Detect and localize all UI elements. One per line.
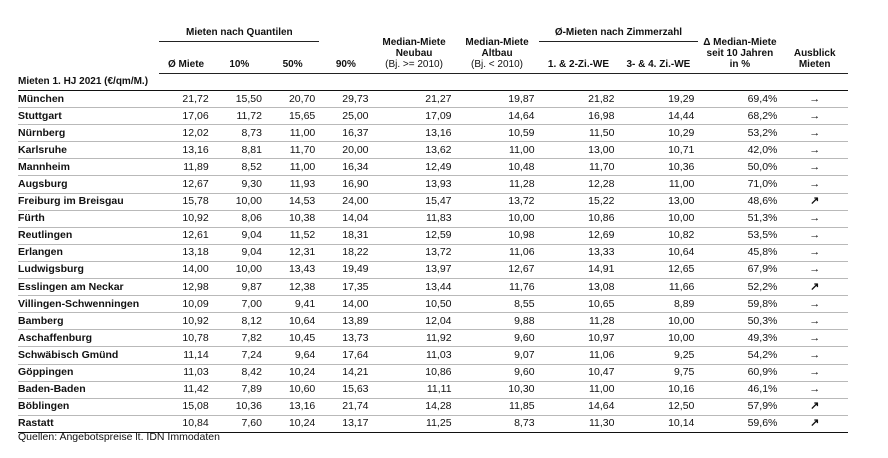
rooms-12-cell: 13,33 xyxy=(539,244,619,261)
avg-rent-cell: 12,61 xyxy=(159,227,212,244)
q10-cell: 8,81 xyxy=(213,142,266,159)
header-outlook: Ausblick Mieten xyxy=(781,18,848,74)
city-cell: Bamberg xyxy=(18,313,159,330)
avg-rent-cell: 21,72 xyxy=(159,91,212,108)
outlook-arrow-icon: → xyxy=(781,244,848,261)
median-altbau-cell: 8,73 xyxy=(456,415,539,432)
rooms-12-cell: 12,69 xyxy=(539,227,619,244)
median-altbau-cell: 11,28 xyxy=(456,176,539,193)
rooms-34-cell: 9,25 xyxy=(618,347,698,364)
rooms-34-cell: 19,29 xyxy=(618,91,698,108)
rent-table xyxy=(18,18,848,433)
avg-rent-cell: 12,98 xyxy=(159,279,212,296)
rooms-12-cell: 13,00 xyxy=(539,142,619,159)
rooms-12-cell: 10,86 xyxy=(539,210,619,227)
q10-cell: 8,52 xyxy=(213,159,266,176)
header-median-neubau-sub: (Bj. >= 2010) xyxy=(385,59,443,70)
outlook-arrow-icon: → xyxy=(781,125,848,142)
header-avg-rent: Ø Miete xyxy=(159,42,212,74)
city-cell: Augsburg xyxy=(18,176,159,193)
delta-cell: 53,2% xyxy=(698,125,781,142)
avg-rent-cell: 12,02 xyxy=(159,125,212,142)
q50-cell: 9,64 xyxy=(266,347,319,364)
q90-cell: 17,64 xyxy=(319,347,372,364)
city-cell: Freiburg im Breisgau xyxy=(18,193,159,210)
avg-rent-cell: 15,78 xyxy=(159,193,212,210)
outlook-arrow-icon: → xyxy=(781,142,848,159)
median-altbau-cell: 9,07 xyxy=(456,347,539,364)
avg-rent-cell: 10,84 xyxy=(159,415,212,432)
q90-cell: 29,73 xyxy=(319,91,372,108)
median-neubau-cell: 14,28 xyxy=(373,398,456,415)
header-spacer xyxy=(319,18,372,42)
outlook-arrow-icon: → xyxy=(781,313,848,330)
delta-cell: 60,9% xyxy=(698,364,781,381)
table-row xyxy=(18,91,848,108)
outlook-arrow-icon: → xyxy=(781,381,848,398)
delta-cell: 45,8% xyxy=(698,244,781,261)
avg-rent-cell: 10,92 xyxy=(159,210,212,227)
median-altbau-cell: 10,59 xyxy=(456,125,539,142)
avg-rent-cell: 15,08 xyxy=(159,398,212,415)
avg-rent-cell: 11,14 xyxy=(159,347,212,364)
outlook-arrow-icon: → xyxy=(781,108,848,125)
rooms-12-cell: 11,70 xyxy=(539,159,619,176)
table-row xyxy=(18,347,848,364)
q90-cell: 14,21 xyxy=(319,364,372,381)
median-neubau-cell: 11,25 xyxy=(373,415,456,432)
q10-cell: 9,04 xyxy=(213,227,266,244)
median-altbau-cell: 11,76 xyxy=(456,279,539,296)
avg-rent-cell: 13,16 xyxy=(159,142,212,159)
outlook-arrow-icon: → xyxy=(781,176,848,193)
median-neubau-cell: 10,86 xyxy=(373,364,456,381)
city-cell: Esslingen am Neckar xyxy=(18,279,159,296)
q10-cell: 8,12 xyxy=(213,313,266,330)
delta-cell: 59,8% xyxy=(698,296,781,313)
rooms-34-cell: 10,00 xyxy=(618,210,698,227)
delta-cell: 67,9% xyxy=(698,261,781,278)
median-altbau-cell: 10,00 xyxy=(456,210,539,227)
median-neubau-cell: 10,50 xyxy=(373,296,456,313)
table-body xyxy=(18,91,848,433)
rooms-12-cell: 11,30 xyxy=(539,415,619,432)
rooms-12-cell: 11,06 xyxy=(539,347,619,364)
q10-cell: 8,73 xyxy=(213,125,266,142)
q10-cell: 10,00 xyxy=(213,193,266,210)
city-cell: Rastatt xyxy=(18,415,159,432)
q90-cell: 16,37 xyxy=(319,125,372,142)
delta-cell: 52,2% xyxy=(698,279,781,296)
city-cell: Böblingen xyxy=(18,398,159,415)
q90-cell: 16,34 xyxy=(319,159,372,176)
q50-cell: 13,43 xyxy=(266,261,319,278)
delta-cell: 48,6% xyxy=(698,193,781,210)
delta-cell: 71,0% xyxy=(698,176,781,193)
median-altbau-cell: 11,00 xyxy=(456,142,539,159)
delta-cell: 68,2% xyxy=(698,108,781,125)
median-altbau-cell: 8,55 xyxy=(456,296,539,313)
q10-cell: 7,89 xyxy=(213,381,266,398)
rooms-12-cell: 14,91 xyxy=(539,261,619,278)
q50-cell: 11,70 xyxy=(266,142,319,159)
header-spacer xyxy=(18,18,159,42)
outlook-arrow-icon: → xyxy=(781,261,848,278)
q50-cell: 11,93 xyxy=(266,176,319,193)
delta-cell: 59,6% xyxy=(698,415,781,432)
q50-cell: 10,24 xyxy=(266,415,319,432)
table-row xyxy=(18,193,848,210)
q10-cell: 10,36 xyxy=(213,398,266,415)
median-altbau-cell: 13,72 xyxy=(456,193,539,210)
rooms-34-cell: 10,00 xyxy=(618,330,698,347)
city-cell: Fürth xyxy=(18,210,159,227)
q50-cell: 10,64 xyxy=(266,313,319,330)
avg-rent-cell: 17,06 xyxy=(159,108,212,125)
q90-cell: 20,00 xyxy=(319,142,372,159)
table-row xyxy=(18,381,848,398)
q10-cell: 10,00 xyxy=(213,261,266,278)
rooms-34-cell: 10,36 xyxy=(618,159,698,176)
city-cell: Reutlingen xyxy=(18,227,159,244)
delta-cell: 50,3% xyxy=(698,313,781,330)
rooms-12-cell: 10,65 xyxy=(539,296,619,313)
rooms-34-cell: 10,16 xyxy=(618,381,698,398)
table-row xyxy=(18,159,848,176)
header-delta: Δ Median-Miete seit 10 Jahren in % xyxy=(698,18,781,74)
q50-cell: 14,53 xyxy=(266,193,319,210)
table-row xyxy=(18,142,848,159)
outlook-arrow-icon: → xyxy=(781,91,848,108)
q90-cell: 14,04 xyxy=(319,210,372,227)
table-header xyxy=(18,18,848,91)
delta-cell: 53,5% xyxy=(698,227,781,244)
q50-cell: 10,24 xyxy=(266,364,319,381)
delta-cell: 69,4% xyxy=(698,91,781,108)
q10-cell: 9,30 xyxy=(213,176,266,193)
median-altbau-cell: 14,64 xyxy=(456,108,539,125)
rooms-34-cell: 14,44 xyxy=(618,108,698,125)
median-neubau-cell: 12,59 xyxy=(373,227,456,244)
median-neubau-cell: 12,49 xyxy=(373,159,456,176)
q90-cell: 25,00 xyxy=(319,108,372,125)
outlook-arrow-icon: → xyxy=(781,210,848,227)
rooms-34-cell: 10,14 xyxy=(618,415,698,432)
city-cell: Erlangen xyxy=(18,244,159,261)
q90-cell: 13,89 xyxy=(319,313,372,330)
rooms-12-cell: 11,50 xyxy=(539,125,619,142)
q10-cell: 7,60 xyxy=(213,415,266,432)
q50-cell: 12,38 xyxy=(266,279,319,296)
q10-cell: 7,82 xyxy=(213,330,266,347)
median-altbau-cell: 11,85 xyxy=(456,398,539,415)
median-neubau-cell: 17,09 xyxy=(373,108,456,125)
q90-cell: 24,00 xyxy=(319,193,372,210)
median-altbau-cell: 12,67 xyxy=(456,261,539,278)
city-cell: München xyxy=(18,91,159,108)
rooms-12-cell: 21,82 xyxy=(539,91,619,108)
q90-cell: 16,90 xyxy=(319,176,372,193)
city-cell: Villingen-Schwenningen xyxy=(18,296,159,313)
median-neubau-cell: 11,03 xyxy=(373,347,456,364)
median-neubau-cell: 13,44 xyxy=(373,279,456,296)
header-quantile-group: Mieten nach Quantilen xyxy=(159,18,319,42)
outlook-arrow-icon: → xyxy=(781,330,848,347)
rooms-34-cell: 10,64 xyxy=(618,244,698,261)
q90-cell: 19,49 xyxy=(319,261,372,278)
outlook-arrow-icon: ↗ xyxy=(781,279,848,296)
outlook-arrow-icon: ↗ xyxy=(781,398,848,415)
q10-cell: 9,04 xyxy=(213,244,266,261)
table-row xyxy=(18,279,848,296)
outlook-arrow-icon: → xyxy=(781,159,848,176)
table-row xyxy=(18,364,848,381)
avg-rent-cell: 13,18 xyxy=(159,244,212,261)
outlook-arrow-icon: ↗ xyxy=(781,415,848,432)
rooms-12-cell: 14,64 xyxy=(539,398,619,415)
outlook-arrow-icon: → xyxy=(781,364,848,381)
median-altbau-cell: 10,30 xyxy=(456,381,539,398)
delta-cell: 50,0% xyxy=(698,159,781,176)
header-q10: 10% xyxy=(213,42,266,74)
median-neubau-cell: 13,16 xyxy=(373,125,456,142)
rooms-34-cell: 12,50 xyxy=(618,398,698,415)
median-neubau-cell: 11,92 xyxy=(373,330,456,347)
median-neubau-cell: 13,93 xyxy=(373,176,456,193)
city-cell: Schwäbisch Gmünd xyxy=(18,347,159,364)
avg-rent-cell: 10,78 xyxy=(159,330,212,347)
rooms-12-cell: 13,08 xyxy=(539,279,619,296)
median-altbau-cell: 10,48 xyxy=(456,159,539,176)
header-median-neubau-title: Median-Miete Neubau xyxy=(382,37,446,59)
median-neubau-cell: 13,72 xyxy=(373,244,456,261)
table-row xyxy=(18,176,848,193)
rooms-34-cell: 10,82 xyxy=(618,227,698,244)
outlook-arrow-icon: → xyxy=(781,347,848,364)
rooms-12-cell: 16,98 xyxy=(539,108,619,125)
rooms-34-cell: 11,00 xyxy=(618,176,698,193)
city-cell: Mannheim xyxy=(18,159,159,176)
table-row xyxy=(18,296,848,313)
q50-cell: 11,00 xyxy=(266,159,319,176)
avg-rent-cell: 11,42 xyxy=(159,381,212,398)
q10-cell: 7,24 xyxy=(213,347,266,364)
avg-rent-cell: 11,03 xyxy=(159,364,212,381)
header-row-label: Mieten 1. HJ 2021 (€/qm/M.) xyxy=(18,74,848,91)
q10-cell: 7,00 xyxy=(213,296,266,313)
header-rooms-12: 1. & 2-Zi.-WE xyxy=(539,42,619,74)
avg-rent-cell: 14,00 xyxy=(159,261,212,278)
city-cell: Göppingen xyxy=(18,364,159,381)
median-altbau-cell: 9,60 xyxy=(456,330,539,347)
header-median-neubau xyxy=(373,18,456,74)
avg-rent-cell: 10,09 xyxy=(159,296,212,313)
table-row xyxy=(18,330,848,347)
rooms-34-cell: 10,29 xyxy=(618,125,698,142)
q50-cell: 11,52 xyxy=(266,227,319,244)
q50-cell: 13,16 xyxy=(266,398,319,415)
median-altbau-cell: 9,60 xyxy=(456,364,539,381)
median-neubau-cell: 21,27 xyxy=(373,91,456,108)
rooms-34-cell: 8,89 xyxy=(618,296,698,313)
outlook-arrow-icon: → xyxy=(781,296,848,313)
rooms-12-cell: 10,97 xyxy=(539,330,619,347)
city-cell: Nürnberg xyxy=(18,125,159,142)
delta-cell: 49,3% xyxy=(698,330,781,347)
header-q50: 50% xyxy=(266,42,319,74)
median-neubau-cell: 11,11 xyxy=(373,381,456,398)
rooms-12-cell: 15,22 xyxy=(539,193,619,210)
city-cell: Aschaffenburg xyxy=(18,330,159,347)
q90-cell: 18,31 xyxy=(319,227,372,244)
table-row xyxy=(18,227,848,244)
rooms-34-cell: 11,66 xyxy=(618,279,698,296)
table-row xyxy=(18,415,848,432)
city-cell: Ludwigsburg xyxy=(18,261,159,278)
delta-cell: 54,2% xyxy=(698,347,781,364)
median-neubau-cell: 12,04 xyxy=(373,313,456,330)
table-row xyxy=(18,313,848,330)
median-neubau-cell: 13,97 xyxy=(373,261,456,278)
table-row xyxy=(18,261,848,278)
header-rooms-34: 3- & 4. Zi.-WE xyxy=(618,42,698,74)
delta-cell: 42,0% xyxy=(698,142,781,159)
q10-cell: 8,42 xyxy=(213,364,266,381)
outlook-arrow-icon: → xyxy=(781,227,848,244)
header-spacer xyxy=(18,42,159,74)
q10-cell: 11,72 xyxy=(213,108,266,125)
q50-cell: 10,45 xyxy=(266,330,319,347)
median-neubau-cell: 15,47 xyxy=(373,193,456,210)
q50-cell: 11,00 xyxy=(266,125,319,142)
rooms-34-cell: 9,75 xyxy=(618,364,698,381)
table-row xyxy=(18,108,848,125)
median-altbau-cell: 9,88 xyxy=(456,313,539,330)
header-median-altbau xyxy=(456,18,539,74)
rooms-12-cell: 10,47 xyxy=(539,364,619,381)
median-neubau-cell: 13,62 xyxy=(373,142,456,159)
table-row xyxy=(18,125,848,142)
q90-cell: 13,73 xyxy=(319,330,372,347)
median-altbau-cell: 11,06 xyxy=(456,244,539,261)
rooms-34-cell: 10,71 xyxy=(618,142,698,159)
avg-rent-cell: 10,92 xyxy=(159,313,212,330)
median-altbau-cell: 10,98 xyxy=(456,227,539,244)
q50-cell: 9,41 xyxy=(266,296,319,313)
rooms-12-cell: 12,28 xyxy=(539,176,619,193)
q50-cell: 10,38 xyxy=(266,210,319,227)
median-altbau-cell: 19,87 xyxy=(456,91,539,108)
q90-cell: 15,63 xyxy=(319,381,372,398)
table-row xyxy=(18,244,848,261)
q50-cell: 20,70 xyxy=(266,91,319,108)
q50-cell: 15,65 xyxy=(266,108,319,125)
source-note: Quellen: Angebotspreise lt. IDN Immodaten xyxy=(18,431,220,443)
q90-cell: 14,00 xyxy=(319,296,372,313)
delta-cell: 46,1% xyxy=(698,381,781,398)
q10-cell: 15,50 xyxy=(213,91,266,108)
header-median-altbau-sub: (Bj. < 2010) xyxy=(471,59,524,70)
rooms-12-cell: 11,28 xyxy=(539,313,619,330)
q90-cell: 18,22 xyxy=(319,244,372,261)
q50-cell: 12,31 xyxy=(266,244,319,261)
avg-rent-cell: 11,89 xyxy=(159,159,212,176)
q50-cell: 10,60 xyxy=(266,381,319,398)
rooms-34-cell: 10,00 xyxy=(618,313,698,330)
rooms-34-cell: 12,65 xyxy=(618,261,698,278)
table-row xyxy=(18,210,848,227)
q90-cell: 21,74 xyxy=(319,398,372,415)
header-rooms-group: Ø-Mieten nach Zimmerzahl xyxy=(539,18,699,42)
rooms-12-cell: 11,00 xyxy=(539,381,619,398)
median-neubau-cell: 11,83 xyxy=(373,210,456,227)
city-cell: Stuttgart xyxy=(18,108,159,125)
header-median-altbau-title: Median-Miete Altbau xyxy=(465,37,529,59)
delta-cell: 51,3% xyxy=(698,210,781,227)
q10-cell: 9,87 xyxy=(213,279,266,296)
avg-rent-cell: 12,67 xyxy=(159,176,212,193)
rooms-34-cell: 13,00 xyxy=(618,193,698,210)
city-cell: Karlsruhe xyxy=(18,142,159,159)
city-cell: Baden-Baden xyxy=(18,381,159,398)
table-row xyxy=(18,398,848,415)
outlook-arrow-icon: ↗ xyxy=(781,193,848,210)
q90-cell: 13,17 xyxy=(319,415,372,432)
q10-cell: 8,06 xyxy=(213,210,266,227)
header-q90: 90% xyxy=(319,42,372,74)
q90-cell: 17,35 xyxy=(319,279,372,296)
delta-cell: 57,9% xyxy=(698,398,781,415)
